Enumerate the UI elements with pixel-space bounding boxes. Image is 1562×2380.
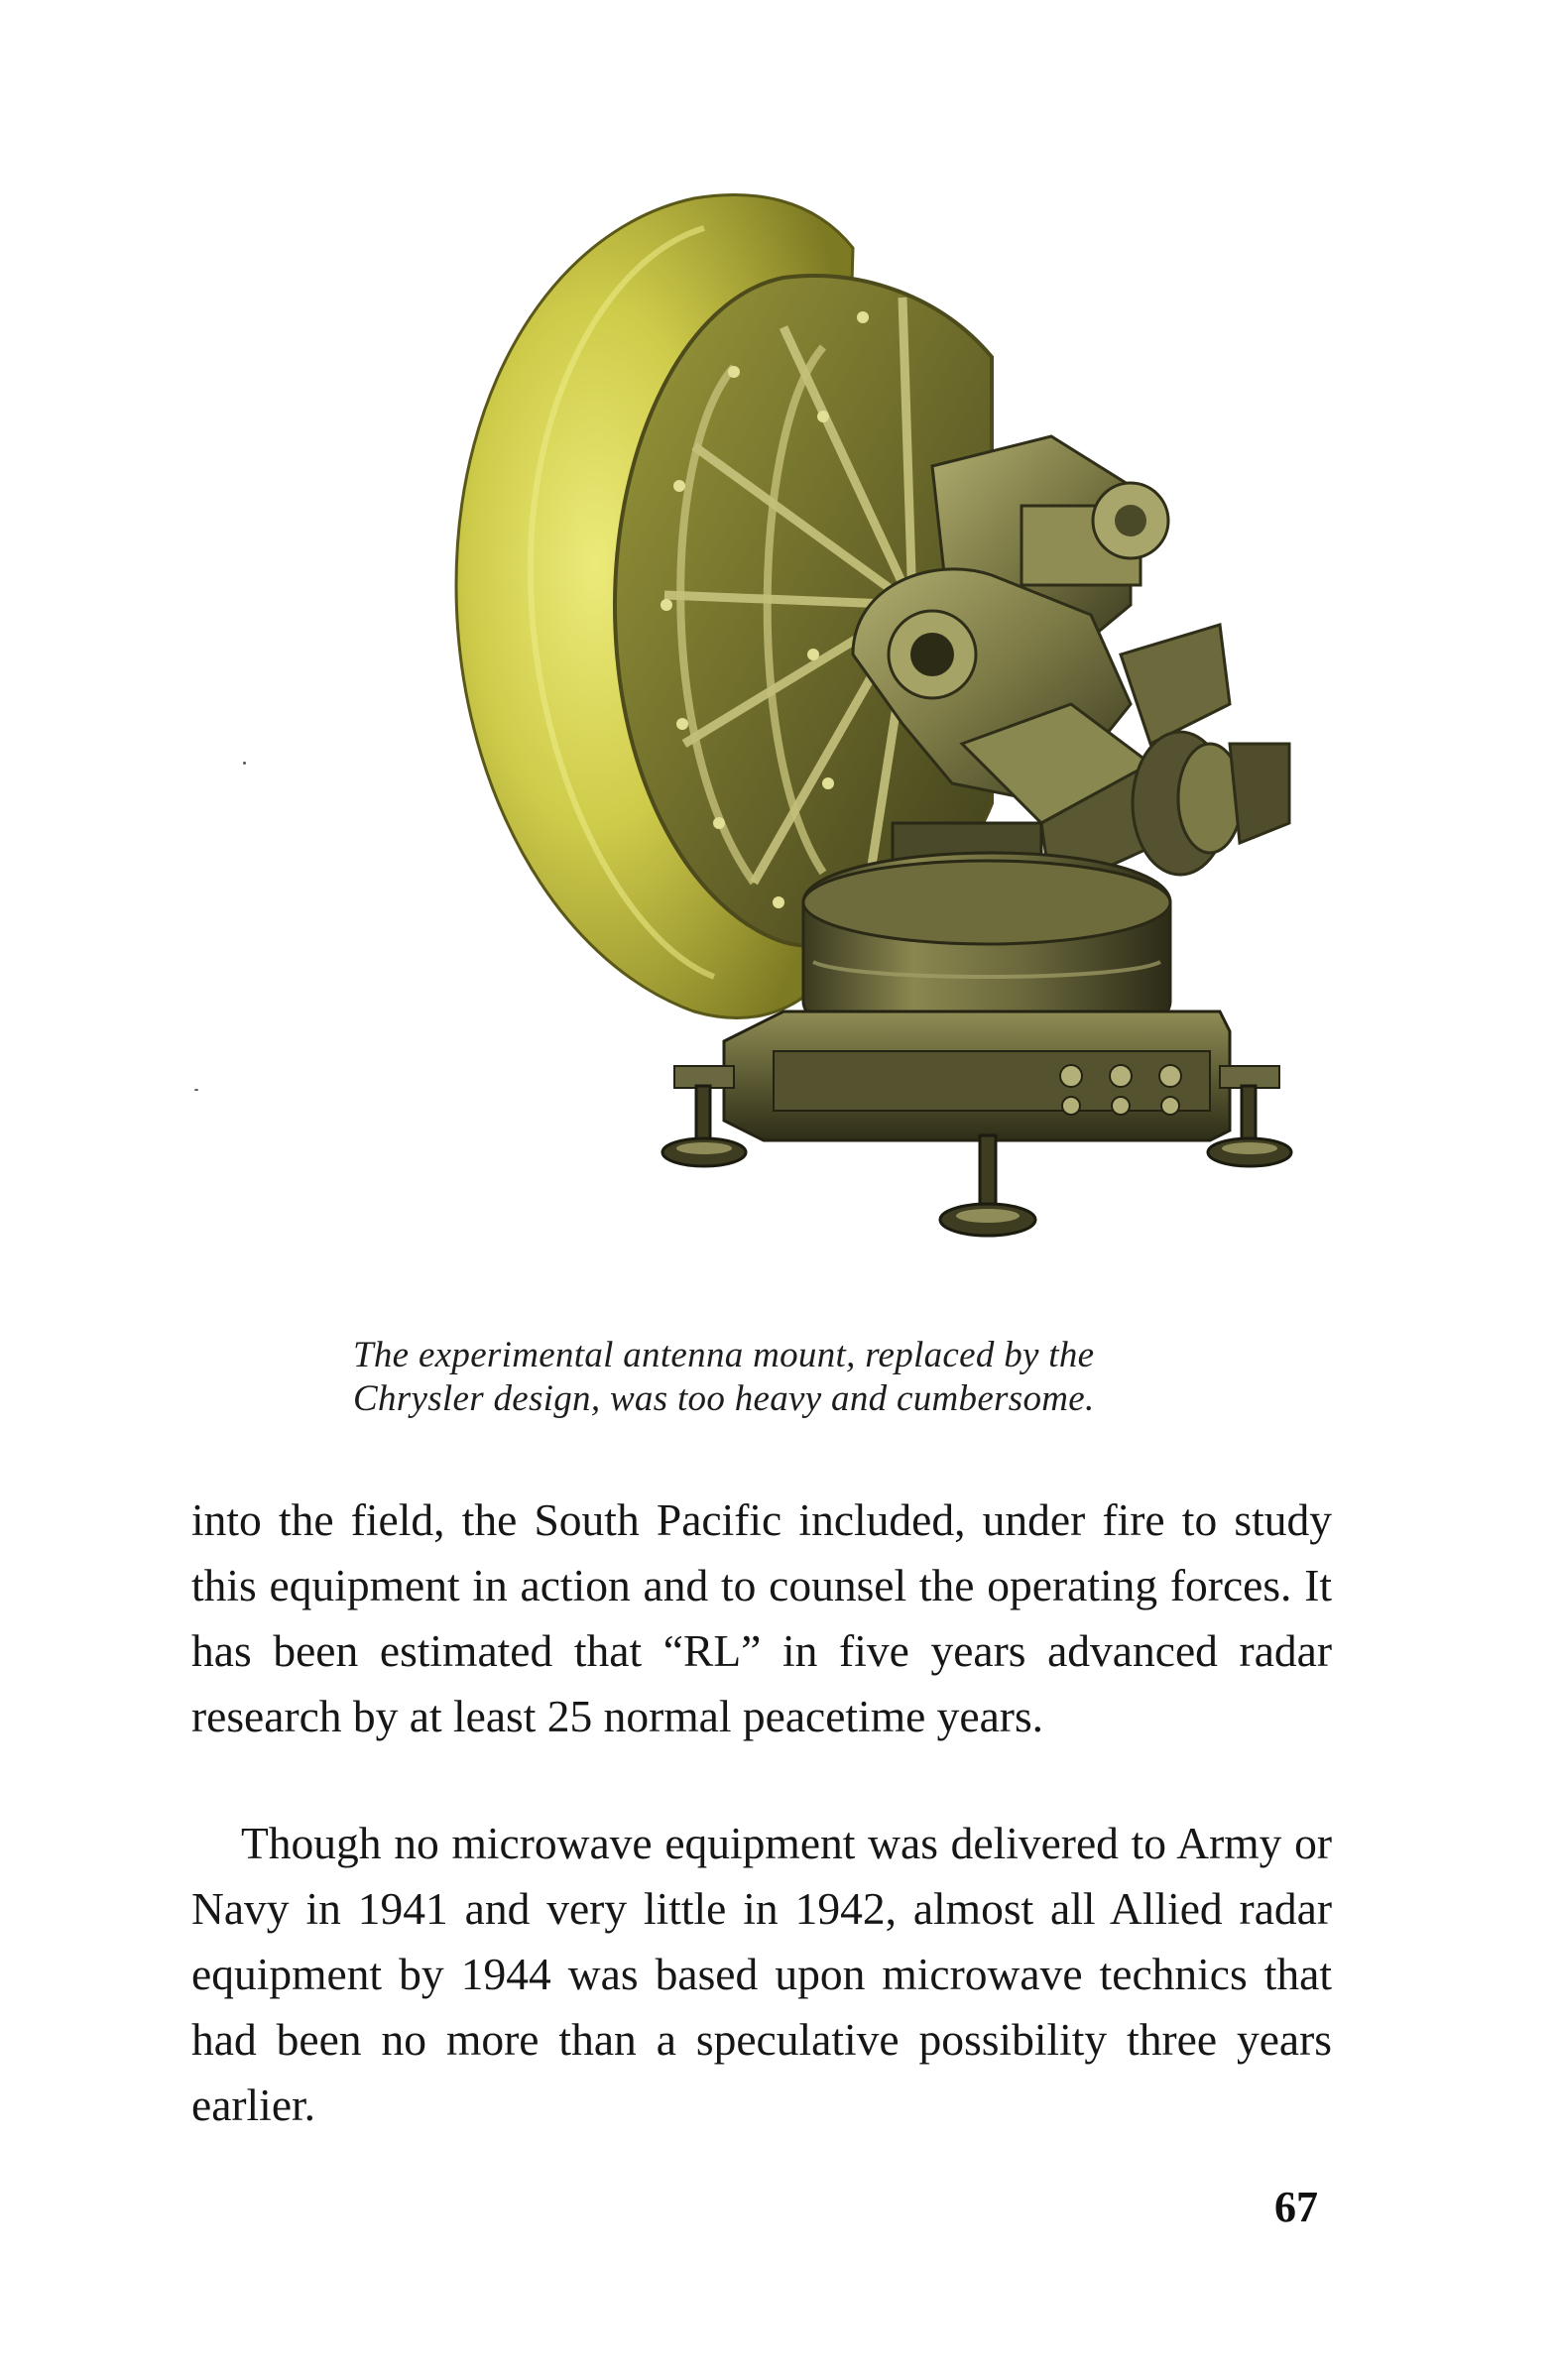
caption-line-1: The experimental antenna mount, replaced by the <box>353 1335 1095 1375</box>
page-number: 67 <box>1274 2183 1318 2231</box>
caption-line-2: Chrysler design, was too heavy and cumbersome. <box>353 1378 1095 1419</box>
figure-caption <box>353 1334 1345 1421</box>
body-paragraph-1: into the field, the South Pacific included, under fire to study this equipment in action and to counsel the operating forces. It has been estimated that “RL” in five years advanced radar research by at least 25 normal peacetime years. <box>191 1494 1332 1741</box>
body-paragraph-2: Though no microwave equipment was delivered to Army or Navy in 1941 and very little in 1942, almost all Allied radar equipment by 1944 was based upon microwave technics that had been no more than a speculative possibility three years earlier. <box>191 1818 1332 2130</box>
print-speck <box>243 762 246 765</box>
antenna-mount-illustration <box>436 188 1329 1319</box>
antenna-mount-photo <box>436 188 1329 1319</box>
print-speck <box>194 1089 198 1091</box>
